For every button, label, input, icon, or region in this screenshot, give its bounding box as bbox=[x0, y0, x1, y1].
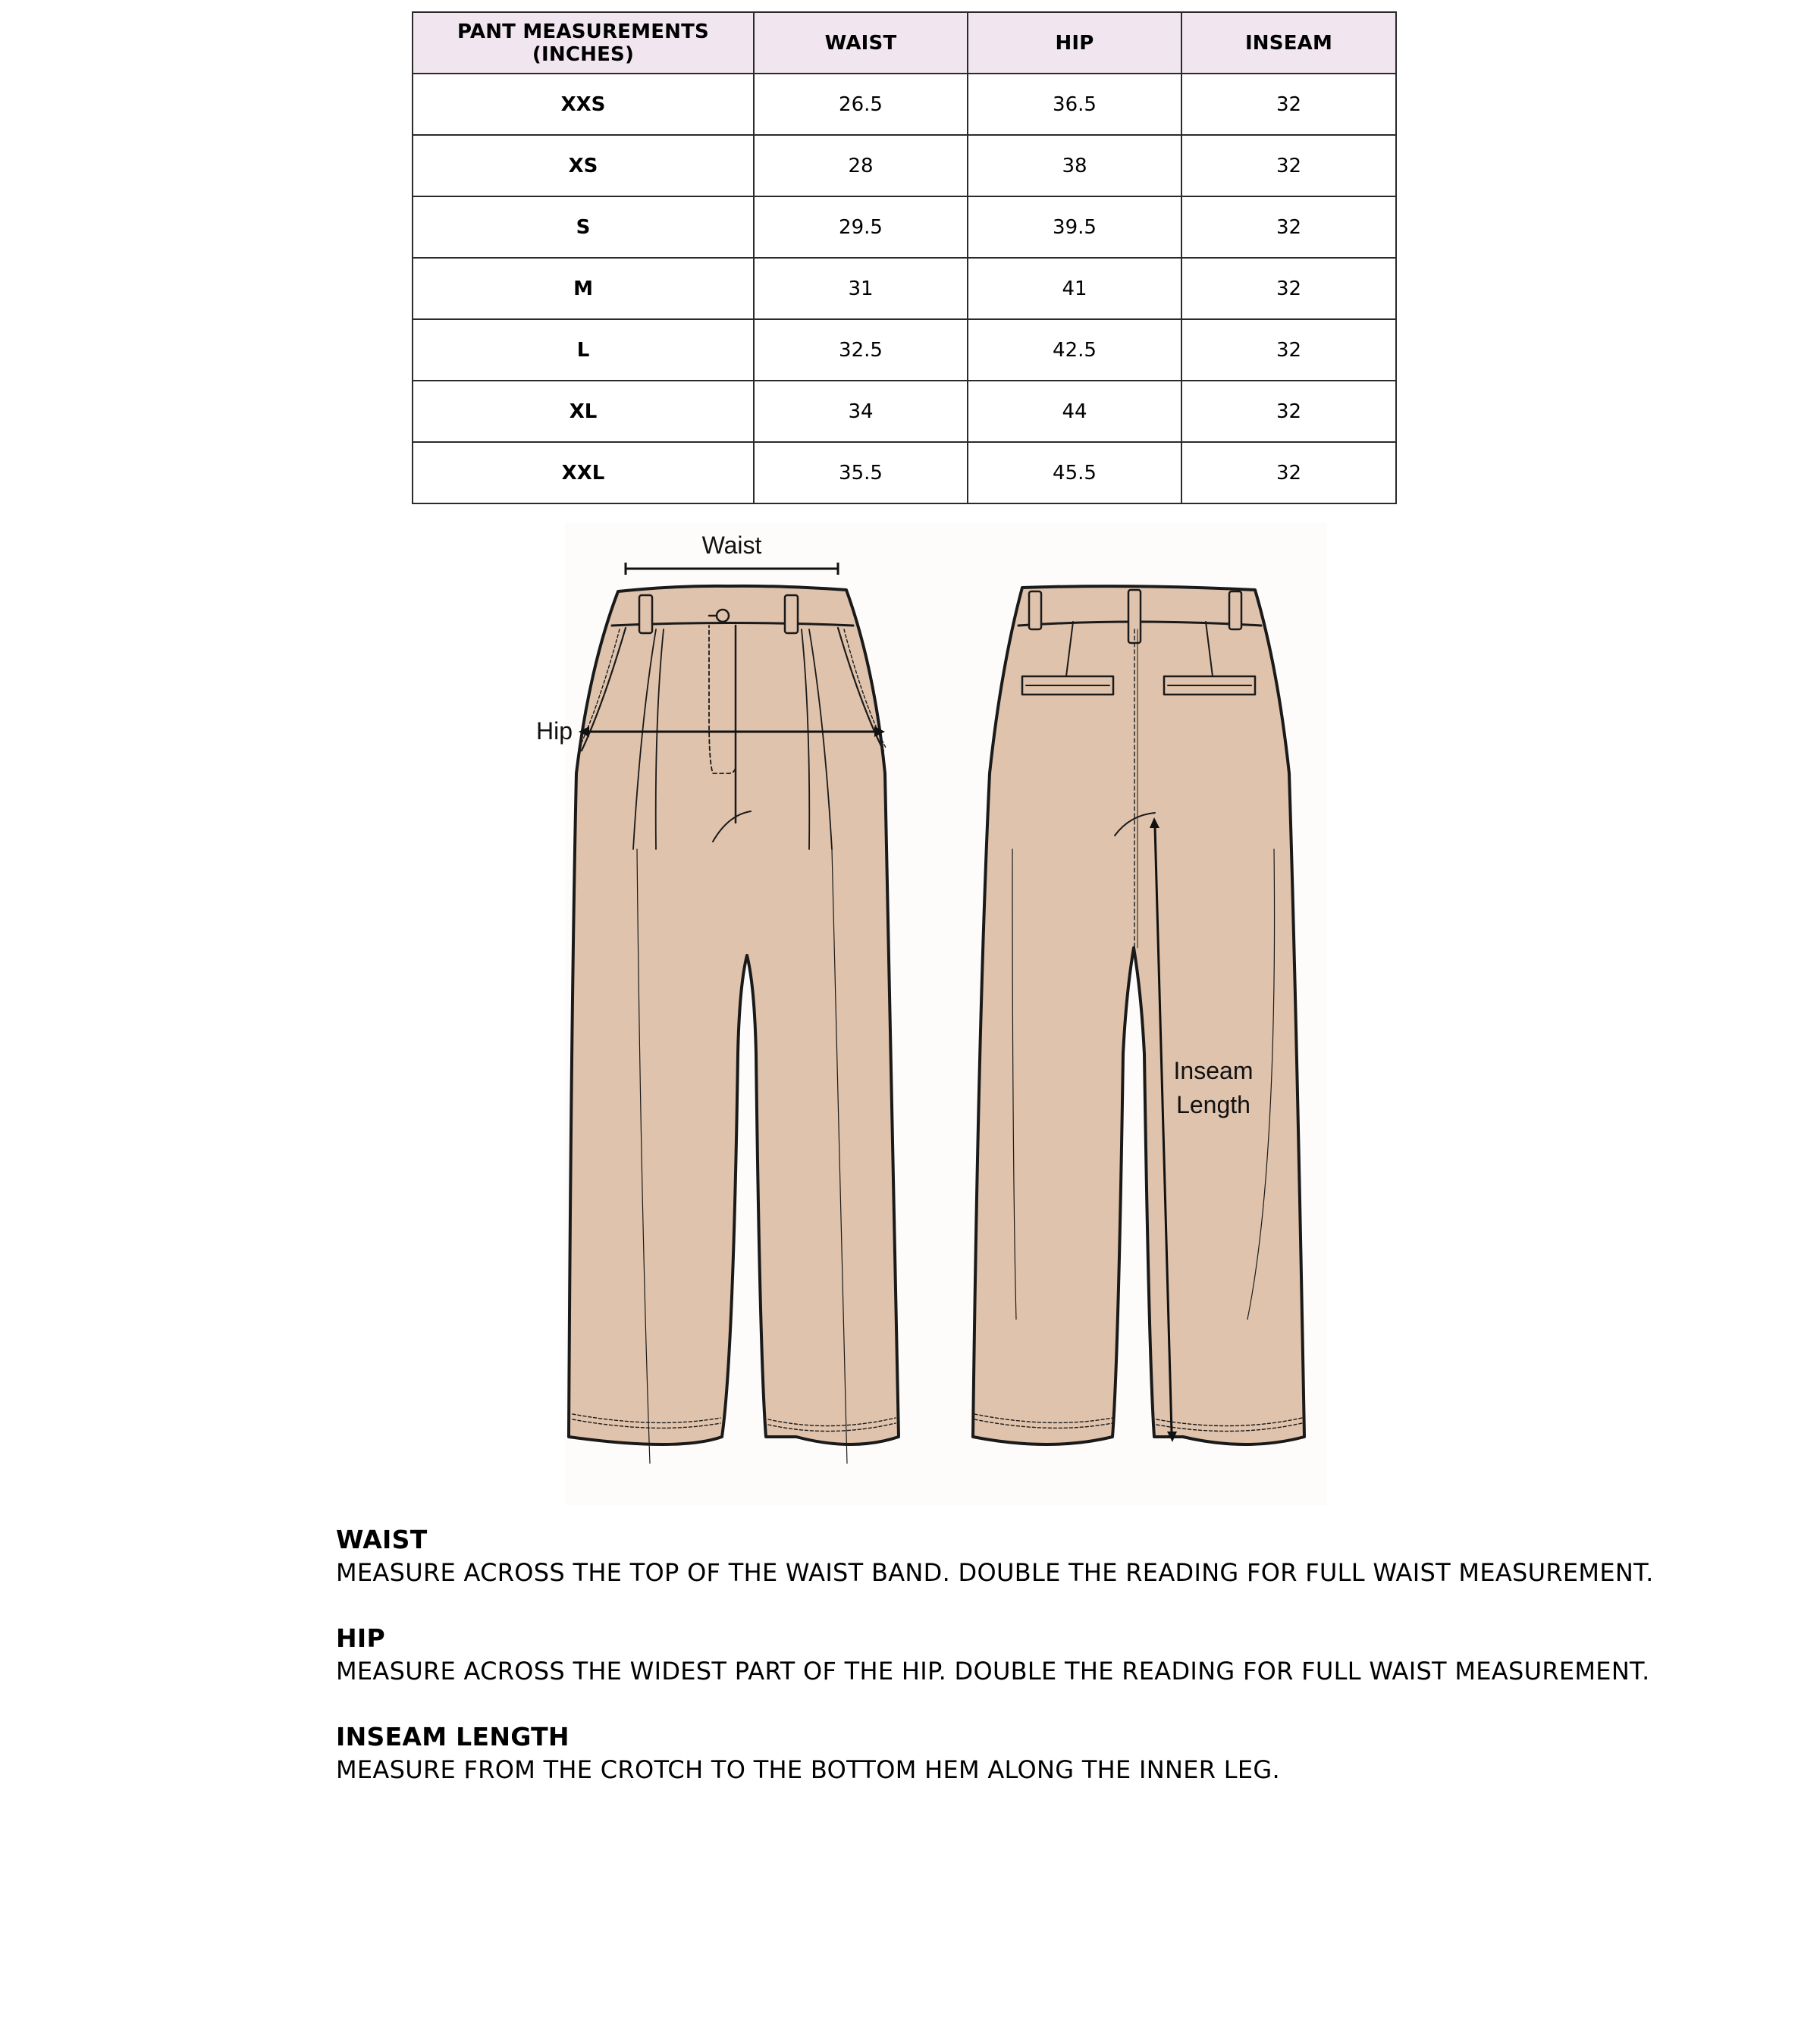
inseam-cell: 32 bbox=[1181, 319, 1396, 381]
inseam-cell: 32 bbox=[1181, 74, 1396, 135]
table-row bbox=[413, 258, 1396, 319]
waist-cell: 32.5 bbox=[754, 319, 968, 381]
pants-illustration bbox=[536, 523, 1327, 1505]
header-measurements: PANT MEASUREMENTS (INCHES) bbox=[413, 12, 754, 74]
size-cell: L bbox=[413, 319, 754, 381]
hip-label: Hip bbox=[536, 717, 573, 745]
header-inseam: INSEAM bbox=[1181, 12, 1396, 74]
waist-label: Waist bbox=[701, 532, 762, 559]
hip-cell: 39.5 bbox=[968, 196, 1181, 258]
table-row bbox=[413, 196, 1396, 258]
size-cell: S bbox=[413, 196, 754, 258]
note-text: MEASURE FROM THE CROTCH TO THE BOTTOM HEM ALONG THE INNER LEG. bbox=[336, 1755, 1280, 1784]
header-waist: WAIST bbox=[754, 12, 968, 74]
inseam-cell: 32 bbox=[1181, 258, 1396, 319]
note-waist bbox=[336, 1524, 1777, 1589]
waist-cell: 34 bbox=[754, 381, 968, 442]
size-cell: M bbox=[413, 258, 754, 319]
measurement-notes bbox=[336, 1524, 1777, 1820]
hip-cell: 42.5 bbox=[968, 319, 1181, 381]
inseam-cell: 32 bbox=[1181, 381, 1396, 442]
table-row bbox=[413, 319, 1396, 381]
inseam-cell: 32 bbox=[1181, 135, 1396, 196]
waist-cell: 35.5 bbox=[754, 442, 968, 503]
note-title: WAIST bbox=[336, 1525, 428, 1554]
table-row bbox=[413, 381, 1396, 442]
hip-cell: 45.5 bbox=[968, 442, 1181, 503]
header-hip: HIP bbox=[968, 12, 1181, 74]
note-hip bbox=[336, 1623, 1777, 1688]
size-cell: XL bbox=[413, 381, 754, 442]
note-text: MEASURE ACROSS THE TOP OF THE WAIST BAND. DOUBLE THE READING FOR FULL WAIST MEASUREMENT. bbox=[336, 1558, 1654, 1587]
size-cell: XXS bbox=[413, 74, 754, 135]
waist-cell: 26.5 bbox=[754, 74, 968, 135]
hip-cell: 38 bbox=[968, 135, 1181, 196]
note-inseam bbox=[336, 1721, 1777, 1786]
size-table bbox=[412, 11, 1397, 504]
size-cell: XS bbox=[413, 135, 754, 196]
inseam-label-line1: Inseam bbox=[1173, 1057, 1254, 1084]
pants-diagram bbox=[536, 523, 1327, 1505]
size-cell: XXL bbox=[413, 442, 754, 503]
table-header-row bbox=[413, 12, 1396, 74]
button-icon bbox=[717, 610, 729, 622]
inseam-cell: 32 bbox=[1181, 442, 1396, 503]
table-row bbox=[413, 135, 1396, 196]
note-text: MEASURE ACROSS THE WIDEST PART OF THE HIP. DOUBLE THE READING FOR FULL WAIST MEASUREMENT. bbox=[336, 1657, 1650, 1686]
waist-cell: 31 bbox=[754, 258, 968, 319]
waist-cell: 28 bbox=[754, 135, 968, 196]
hip-cell: 44 bbox=[968, 381, 1181, 442]
hip-cell: 36.5 bbox=[968, 74, 1181, 135]
waist-cell: 29.5 bbox=[754, 196, 968, 258]
note-title: INSEAM LENGTH bbox=[336, 1722, 570, 1751]
note-title: HIP bbox=[336, 1623, 385, 1653]
table-row bbox=[413, 442, 1396, 503]
inseam-cell: 32 bbox=[1181, 196, 1396, 258]
table-row bbox=[413, 74, 1396, 135]
inseam-label-line2: Length bbox=[1176, 1091, 1250, 1118]
hip-cell: 41 bbox=[968, 258, 1181, 319]
